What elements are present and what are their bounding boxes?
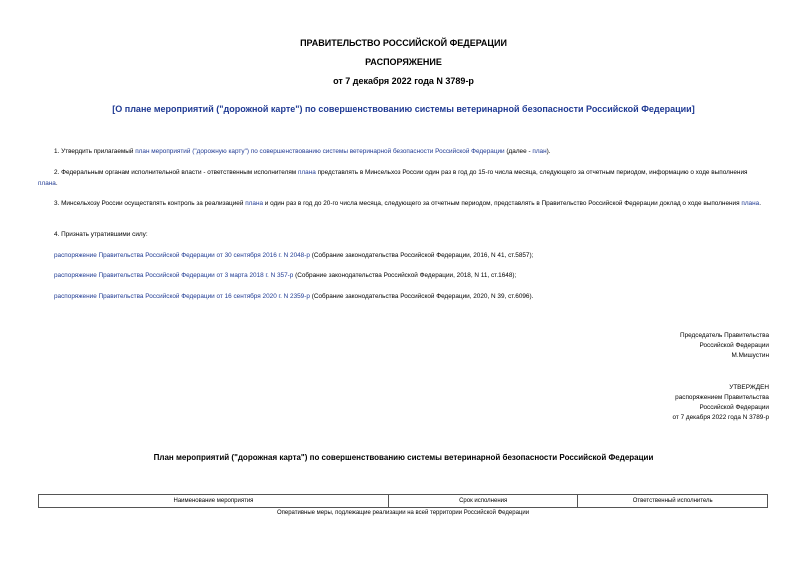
signature-name: М.Мишустин (731, 352, 769, 359)
plan-link[interactable]: плана (38, 180, 56, 187)
plan-table (38, 494, 768, 518)
title-open-bracket: [О (112, 104, 125, 114)
signature-block (569, 331, 769, 361)
plan-short-link[interactable]: план (532, 148, 547, 155)
repealed-source: (Собрание законодательства Российской Федерации, 2016, N 41, ст.5857); (309, 252, 534, 259)
column-header-responsible: Ответственный исполнитель (578, 495, 768, 508)
paragraph-4: 4. Признать утратившими силу: (54, 231, 148, 238)
paragraph-3 (38, 198, 768, 209)
plan-title: План мероприятий ("дорожная карта") по совершенствованию системы ветеринарной безопасности Российской Федерации (153, 453, 654, 462)
approval-line: Российской Федерации (699, 404, 769, 411)
p1-text-mid: (далее - (504, 148, 533, 155)
document-title (0, 104, 807, 114)
repealed-link[interactable]: распоряжение Правительства Российской Федерации от 16 сентября 2020 г. N 2359-р (54, 293, 310, 300)
title-close-bracket: ] (691, 104, 695, 114)
column-header-activity: Наименование мероприятия (39, 495, 389, 508)
p3-text-mid: и один раз в год до 20-го числа месяца, следующего за отчетным периодом, представлять в Правительство Российской Федерации доклад о ходе выполнения (263, 200, 742, 207)
p1-text: 1. Утвердить прилагаемый (54, 148, 136, 155)
government-heading: ПРАВИТЕЛЬСТВО РОССИЙСКОЙ ФЕДЕРАЦИИ (300, 38, 507, 48)
signature-position-2: Российской Федерации (699, 342, 769, 349)
approval-date: от 7 декабря 2022 года N 3789-р (672, 414, 769, 421)
repealed-link[interactable]: распоряжение Правительства Российской Федерации от 3 марта 2018 г. N 357-р (54, 272, 294, 279)
repealed-item (54, 291, 784, 302)
repealed-link[interactable]: распоряжение Правительства Российской Федерации от 30 сентября 2016 г. N 2048-р (54, 252, 310, 259)
table-header-row (39, 495, 768, 508)
repealed-source: (Собрание законодательства Российской Федерации, 2020, N 39, ст.6096). (309, 293, 534, 300)
column-header-deadline: Срок исполнения (388, 495, 578, 508)
approval-line: распоряжением Правительства (675, 394, 769, 401)
repealed-source: (Собрание законодательства Российской Федерации, 2018, N 11, ст.1648); (293, 272, 517, 279)
table-row (39, 508, 768, 519)
repealed-item (54, 250, 784, 261)
paragraph-2 (38, 167, 768, 189)
p2-text: 2. Федеральным органам исполнительной власти - ответственным исполнителям (54, 169, 298, 176)
plan-link[interactable]: плана (741, 200, 760, 207)
document-type: РАСПОРЯЖЕНИЕ (365, 57, 442, 67)
plan-link[interactable]: план мероприятий ("дорожную карту") по совершенствованию системы ветеринарной безопасности Российской Федерации (135, 148, 505, 155)
approval-block (569, 383, 769, 423)
p2-text-mid: представлять в Минсельхоз России один раз в год до 15-го числа месяца, следующего за отчетным периодом, информацию о ходе выполнения (315, 169, 748, 176)
title-link[interactable]: плане мероприятий ("дорожной карте") по совершенствованию системы ветеринарной безопасности Российской Федерации (124, 104, 692, 114)
p1-text-end: ). (546, 148, 551, 155)
p2-text-end: . (55, 180, 58, 187)
document-date-number: от 7 декабря 2022 года N 3789-р (333, 76, 474, 86)
p3-text: 3. Минсельхозу России осуществлять контроль за реализацией (54, 200, 246, 207)
plan-link[interactable]: плана (245, 200, 264, 207)
approval-stamp: УТВЕРЖДЕН (729, 384, 769, 391)
p3-text-end: . (759, 200, 761, 207)
section-heading: Оперативные меры, подлежащие реализации на всей территории Российской Федерации (276, 510, 530, 516)
repealed-item (54, 270, 784, 281)
signature-position: Председатель Правительства (680, 332, 769, 339)
paragraph-1 (38, 146, 768, 157)
plan-link[interactable]: плана (297, 169, 316, 176)
